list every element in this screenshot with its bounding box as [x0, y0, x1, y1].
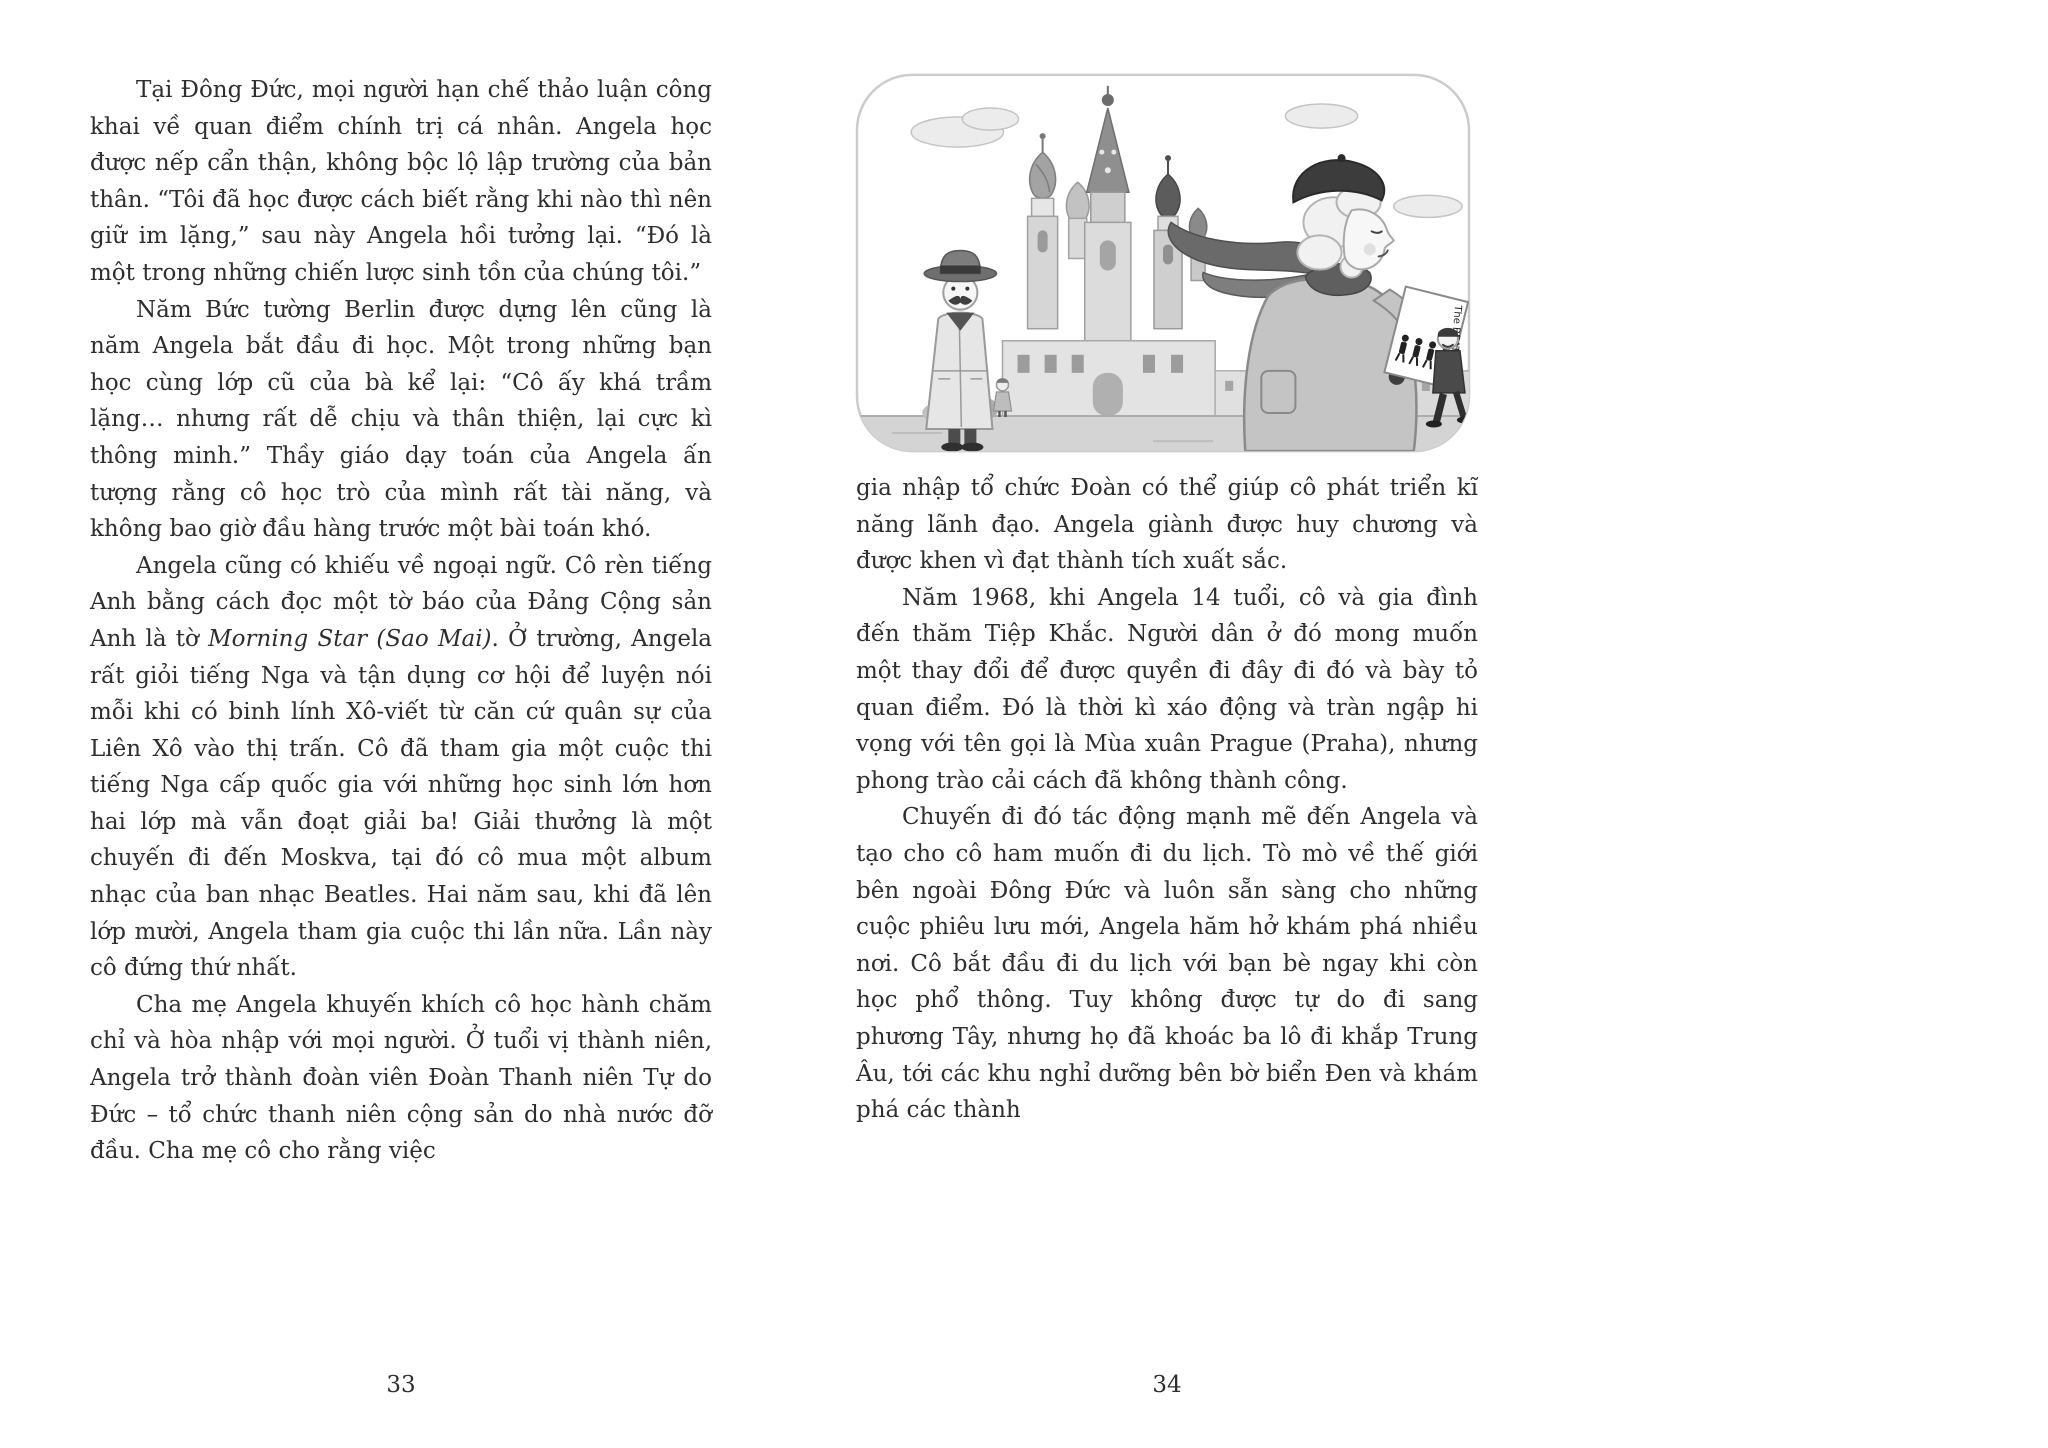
illustration-angela-moscow: [852, 68, 1474, 458]
page-right-text: [856, 470, 1478, 1129]
paragraph-east-germany: Tại Đông Đức, mọi người hạn chế thảo luận công khai về quan điểm chính trị cá nhân. Angela học được nếp cẩn thận, không bộc lộ lập trường của bản thân. “Tôi đã học được cách biết rằng khi nào thì nên giữ im lặng,” sau này Angela hồi tưởng lại. “Đó là một trong những chiến lược sinh tồn của chúng tôi.”: [90, 77, 712, 286]
paragraph-berlin-wall: Năm Bức tường Berlin được dựng lên cũng là năm Angela bắt đầu đi học. Một trong những bạn học cùng lớp cũ của bà kể lại: “Cô ấy khá trầm lặng… nhưng rất dễ chịu và thân thiện, lại cực kì thông minh.” Thầy giáo dạy toán của Angela ấn tượng rằng cô học trò của mình rất tài năng, và không bao giờ đầu hàng trước một bài toán khó.: [90, 296, 712, 543]
page-number-left: 33: [386, 1372, 416, 1398]
paragraph-parents: Cha mẹ Angela khuyến khích cô học hành chăm chỉ và hòa nhập với mọi người. Ở tuổi vị thành niên, Angela trở thành đoàn viên Đoàn Thanh niên Tự do Đức – tổ chức thanh niên cộng sản do nhà nước đỡ đầu. Cha mẹ cô cho rằng việc: [90, 991, 712, 1165]
paragraph-languages-post: . Ở trường, Angela rất giỏi tiếng Nga và tận dụng cơ hội để luyện nói mỗi khi có binh lính Xô-viết từ căn cứ quân sự của Liên Xô vào thị trấn. Cô đã tham gia một cuộc thi tiếng Nga cấp quốc gia với những học sinh lớn hơn hai lớp mà vẫn đoạt giải ba! Giải thưởng là một chuyến đi đến Moskva, tại đó cô mua một album nhạc của ban nhạc Beatles. Hai năm sau, khi đã lên lớp mười, Angela tham gia cuộc thi lần nữa. Lần này cô đứng thứ nhất.: [90, 625, 713, 982]
girl-figure: [993, 378, 1011, 417]
paragraph-youth-org: gia nhập tổ chức Đoàn có thể giúp cô phát triển kĩ năng lãnh đạo. Angela giành được huy chương và được khen vì đạt thành tích xuất sắc.: [856, 475, 1478, 575]
morning-star-italic: Morning Star (Sao Mai): [208, 625, 492, 652]
paragraph-languages: [90, 548, 712, 987]
illustration-svg: [852, 68, 1474, 458]
page-left-text: [90, 72, 712, 1170]
album-title-text: The BEATLES: [1447, 304, 1463, 371]
page-number-right: 34: [1152, 1372, 1182, 1398]
paragraph-travel: Chuyến đi đó tác động mạnh mẽ đến Angela và tạo cho cô ham muốn đi du lịch. Tò mò về thế giới bên ngoài Đông Đức và luôn sẵn sàng cho những cuộc phiêu lưu mới, Angela hăm hở khám phá nhiều nơi. Cô bắt đầu đi du lịch với bạn bè ngay khi còn học phổ thông. Tuy không được tự do đi sang phương Tây, nhưng họ đã khoác ba lô đi khắp Trung Âu, tới các khu nghỉ dưỡng bên bờ biển Đen và khám phá các thành: [856, 804, 1478, 1124]
paragraph-prague-spring: Năm 1968, khi Angela 14 tuổi, cô và gia đình đến thăm Tiệp Khắc. Người dân ở đó mong muốn một thay đổi để được quyền đi đây đi đó và bày tỏ quan điểm. Đó là thời kì xáo động và tràn ngập hi vọng với tên gọi là Mùa xuân Prague (Praha), nhưng phong trào cải cách đã không thành công.: [856, 584, 1478, 794]
paragraph-languages-pre: Angela cũng có khiếu về ngoại ngữ. Cô rèn tiếng Anh bằng cách đọc một tờ báo của Đảng Cộng sản Anh là tờ: [90, 552, 712, 652]
